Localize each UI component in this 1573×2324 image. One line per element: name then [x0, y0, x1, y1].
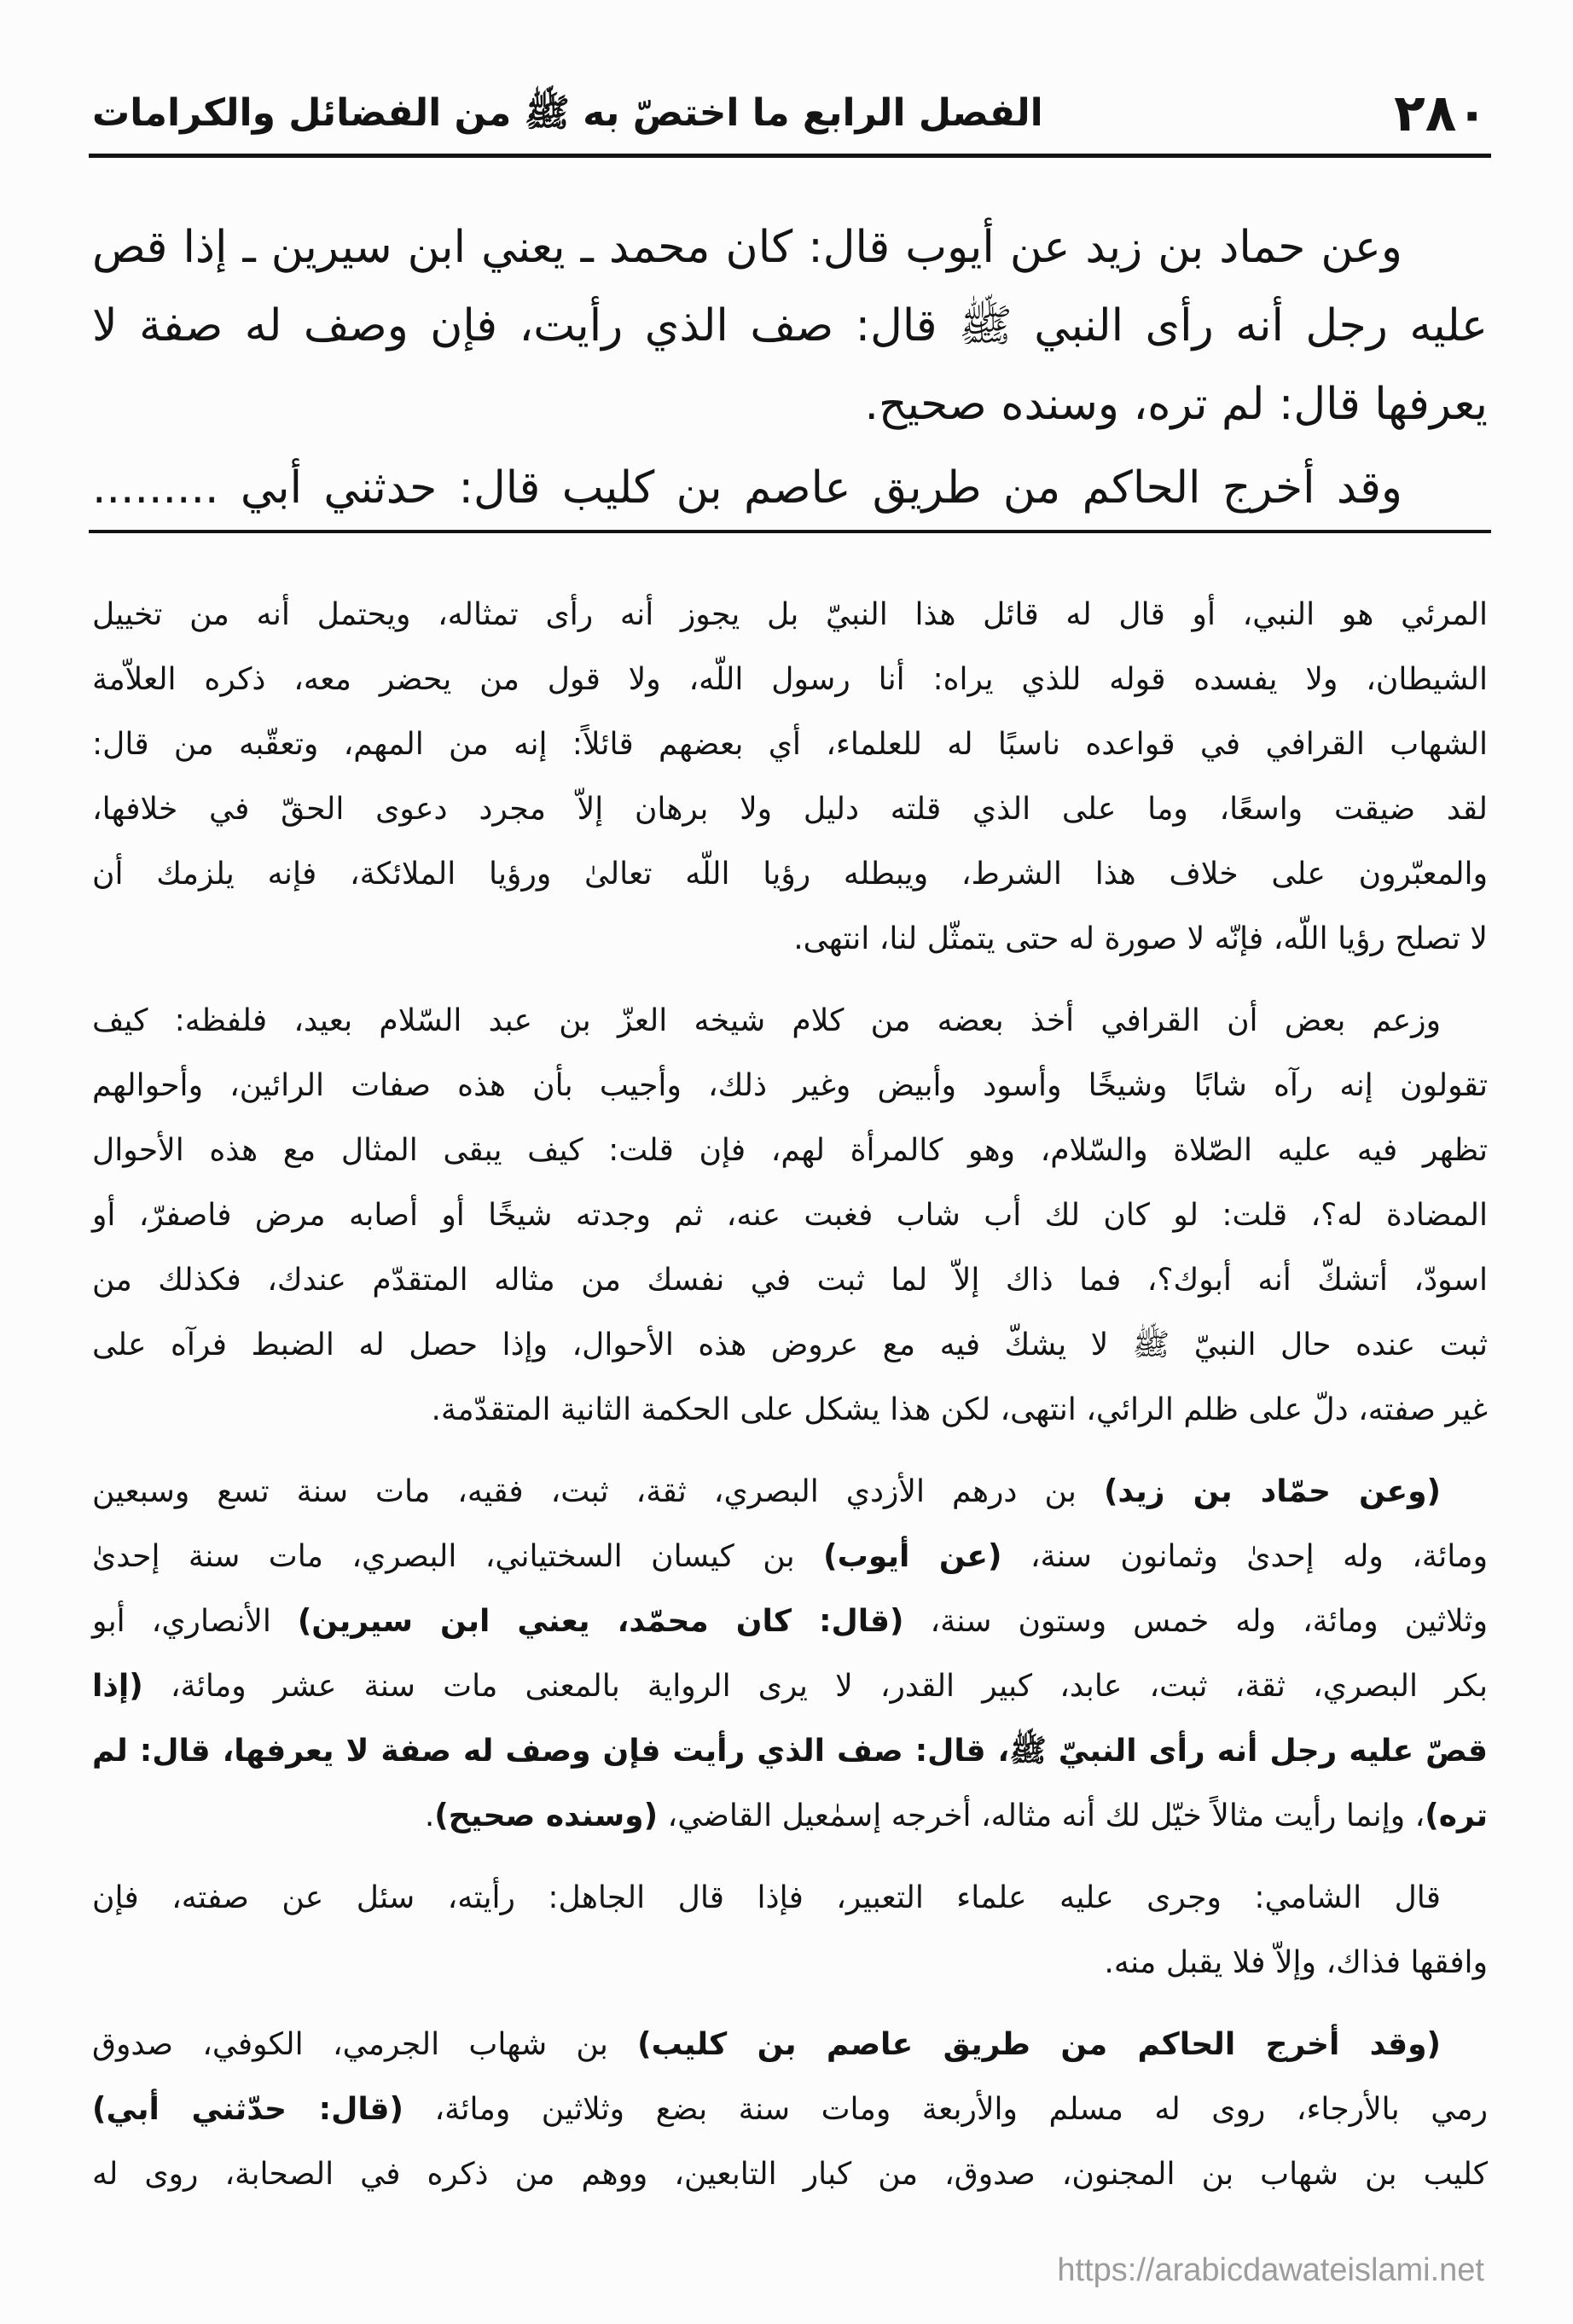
text-segment: . [424, 1798, 435, 1833]
commentary-line: تظهر فيه عليه الصّلاة والسّلام، وهو كالمرأة لهم، فإن قلت: كيف يبقى المثال مع هذه الأحوال [92, 1132, 1488, 1168]
text-segment: الأنصاري، أبو [92, 1603, 298, 1639]
commentary-paragraph [92, 1459, 1488, 1848]
commentary-line: لا تصلح رؤيا اللّه، فإنّه لا صورة له حتى يتمثّل لنا، انتهى. [793, 921, 1488, 956]
bold-text-segment: قصّ عليه رجل أنه رأى النبيّ ﷺ، قال: صف الذي رأيت فإن وصف له صفة لا يعرفها، قال: لم [92, 1733, 1488, 1769]
text-segment: وثلاثين ومائة، وله خمس وستون سنة، [903, 1603, 1489, 1639]
commentary-line: وزعم بعض أن القرافي أخذ بعضه من كلام شيخه العزّ بن عبد السّلام بعيد، فلفظه: كيف [92, 1002, 1441, 1038]
commentary-line: المضادة له؟، قلت: لو كان لك أب شاب فغبت عنه، ثم وجدته شيخًا أو أصابه مرض فاصفرّ، أو [92, 1197, 1488, 1233]
text-segment: بن درهم الأزدي البصري، ثقة، ثبت، فقيه، مات سنة تسع وسبعين [92, 1473, 1104, 1509]
commentary-paragraph [92, 988, 1488, 1442]
commentary-line: وافقها فذاك، وإلاّ فلا يقبل منه. [1104, 1944, 1488, 1980]
commentary-line: والمعبّرون على خلاف هذا الشرط، ويبطله رؤيا اللّه تعالىٰ ورؤيا الملائكة، فإنه يلزمك أن [92, 856, 1488, 892]
text-segment: ، وإنما رأيت مثالاً خيّل لك أنه مثاله، أخرجه إسمٰعيل القاضي، [658, 1798, 1425, 1833]
commentary-line: المرئي هو النبي، أو قال له قائل هذا النبيّ بل يجوز أنه رأى تمثاله، ويحتمل أنه من تخييل [92, 596, 1488, 632]
matn-line: وقد أخرج الحاكم من طريق عاصم بن كليب قال: حدثني أبي ......... [92, 462, 1402, 514]
text-segment: بن كيسان السختياني، البصري، مات سنة إحدىٰ [92, 1538, 824, 1574]
bold-text-segment: (قال: كان محمّد، يعني ابن سيرين) [297, 1603, 904, 1639]
commentary-line [92, 1718, 1488, 1783]
commentary-line [92, 1783, 1488, 1848]
commentary-paragraph [92, 2012, 1488, 2206]
commentary-line [92, 1459, 1488, 1524]
commentary-line [92, 2077, 1488, 2141]
commentary-line: ثبت عنده حال النبيّ ﷺ لا يشكّ فيه مع عروض هذه الأحوال، وإذا حصل له الضبط فرآه على [92, 1327, 1488, 1362]
commentary-line [92, 2012, 1488, 2077]
matn-line: عليه رجل أنه رأى النبي ﷺ قال: صف الذي رأيت، فإن وصف له صفة لا [92, 300, 1488, 352]
page-number: ٢٨٠ [1394, 84, 1488, 143]
matn-paragraph [92, 449, 1488, 527]
page-header [92, 78, 1488, 148]
text-segment: بن شهاب الجرمي، الكوفي، صدوق [92, 2026, 638, 2062]
commentary-line [92, 1589, 1488, 1653]
commentary-line: غير صفته، دلّ على ظلم الرائي، انتهى، لكن هذا يشكل على الحكمة الثانية المتقدّمة. [431, 1391, 1488, 1427]
bold-text-segment: (إذا [92, 1668, 143, 1704]
bold-text-segment: (وقد أخرج الحاكم من طريق عاصم بن كليب) [637, 2026, 1441, 2062]
commentary-line: قال الشامي: وجرى عليه علماء التعبير، فإذا قال الجاهل: رأيته، سئل عن صفته، فإن [92, 1880, 1441, 1915]
commentary-line [92, 1524, 1488, 1589]
commentary-line: الشهاب القرافي في قواعده ناسبًا له للعلماء، أي بعضهم قائلاً: إنه من المهم، وتعقّبه من قال: [92, 726, 1488, 762]
commentary-text [92, 582, 1488, 2206]
commentary-line: لقد ضيقت واسعًا، وما على الذي قلته دليل ولا برهان إلاّ مجرد دعوى الحقّ في خلافها، [92, 791, 1488, 827]
bold-text-segment: (قال: حدّثني أبي) [92, 2091, 403, 2127]
text-segment: رمي بالأرجاء، روى له مسلم والأربعة ومات سنة بضع وثلاثين ومائة، [403, 2091, 1488, 2127]
commentary-paragraph [92, 1865, 1488, 1995]
watermark-url: https://arabicdawateislami.net [1057, 2252, 1484, 2288]
text-segment: ومائة، وله إحدىٰ وثمانون سنة، [1001, 1538, 1488, 1574]
commentary-line: كليب بن شهاب بن المجنون، صدوق، من كبار التابعين، ووهم من ذكره في الصحابة، روى له [92, 2156, 1488, 2192]
text-segment: بكر البصري، ثقة، ثبت، عابد، كبير القدر، لا يرى الرواية بالمعنى مات سنة عشر ومائة، [142, 1668, 1488, 1704]
matn-paragraph [92, 208, 1488, 444]
bold-text-segment: تره) [1425, 1798, 1488, 1833]
matn-divider [89, 530, 1491, 533]
chapter-title: الفصل الرابع ما اختصّ به ﷺ من الفضائل والكرامات [92, 91, 1043, 135]
commentary-line: الشيطان، ولا يفسده قوله للذي يراه: أنا رسول اللّه، ولا قول من يحضر معه، ذكره العلاّمة [92, 661, 1488, 697]
header-rule [89, 154, 1491, 158]
bold-text-segment: (عن أيوب) [823, 1538, 1002, 1574]
commentary-line: اسودّ، أتشكّ أنه أبوك؟، فما ذاك إلاّ لما ثبت في نفسك من مثاله المتقدّم عندك، فكذلك من [92, 1262, 1488, 1298]
bold-text-segment: (وسنده صحيح) [434, 1798, 659, 1833]
commentary-line [92, 1653, 1488, 1718]
commentary-paragraph [92, 582, 1488, 971]
commentary-line: تقولون إنه رآه شابًا وشيخًا وأسود وأبيض وغير ذلك، وأجيب بأن هذه صفات الرائين، وأحوالهم [92, 1067, 1488, 1103]
bold-text-segment: (وعن حمّاد بن زيد) [1103, 1473, 1441, 1509]
matn-text [92, 208, 1488, 527]
matn-line: يعرفها قال: لم تره، وسنده صحيح. [864, 379, 1488, 430]
matn-line: وعن حماد بن زيد عن أيوب قال: كان محمد ـ يعني ابن سيرين ـ إذا قص [92, 222, 1402, 273]
